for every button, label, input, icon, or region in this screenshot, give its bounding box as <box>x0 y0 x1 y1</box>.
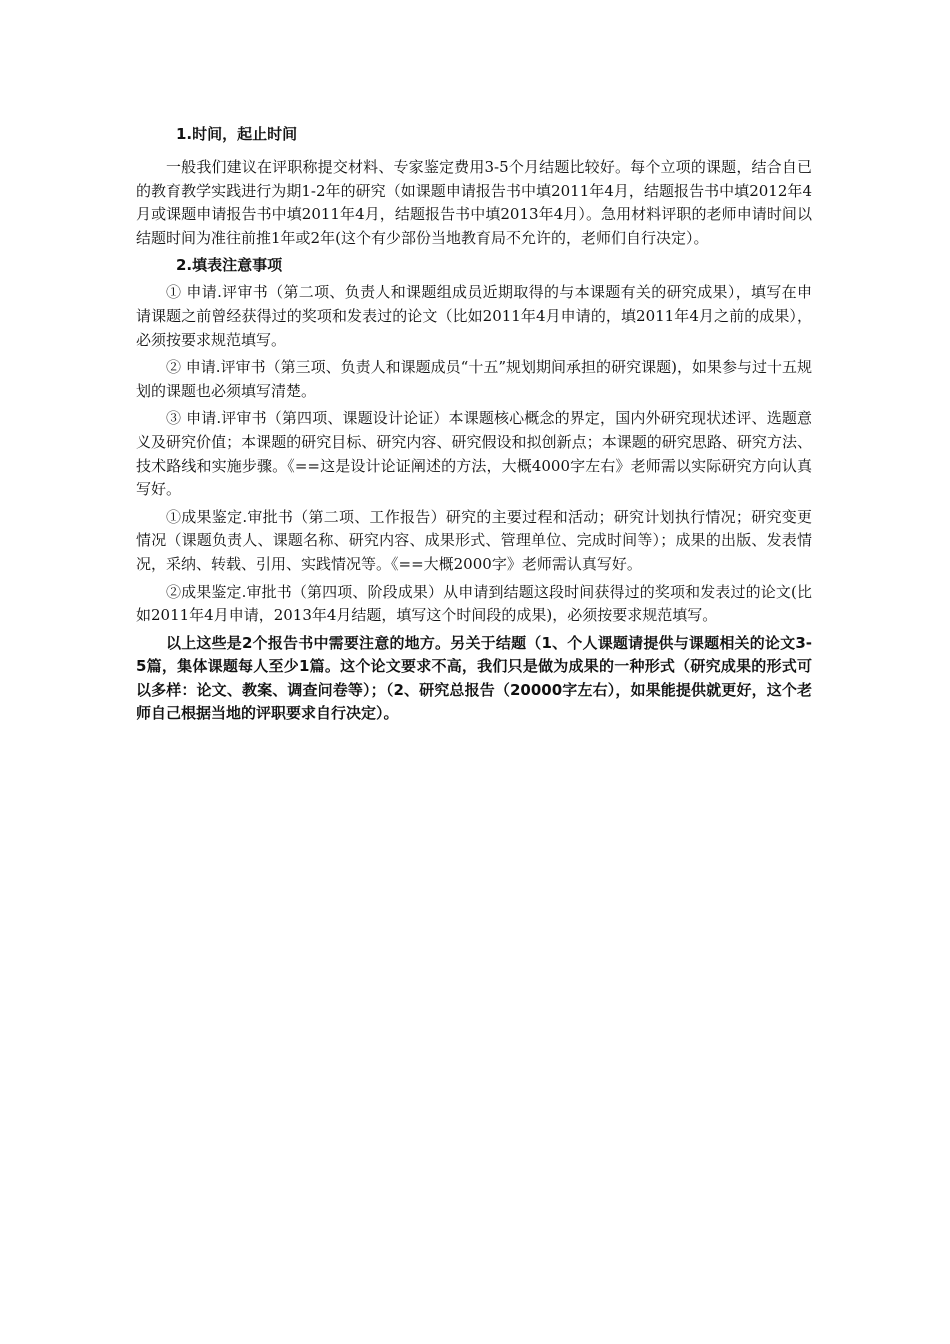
summary-paragraph: 以上这些是2个报告书中需要注意的地方。另关于结题（1、个人课题请提供与课题相关的论文3-5篇，集体课题每人至少1篇。这个论文要求不高，我们只是做为成果的一种形式（研究成果的形式可以多样：论文、教案、调查问卷等）；（2、研究总报告（20000字左右），如果能提供就更好，这个老师自己根据当地的评职要求自行决定）。 <box>136 633 812 723</box>
section-heading-notes: 2.填表注意事项 <box>176 256 283 275</box>
note-item-5: ②成果鉴定.审批书（第四项、阶段成果）从申请到结题这段时间获得过的奖项和发表过的论文(比如2011年4月申请，2013年4月结题，填写这个时间段的成果)，必须按要求规范填写。 <box>136 582 812 625</box>
section-heading-time: 1.时间，起止时间 <box>176 125 298 143</box>
paragraph-time: 一般我们建议在评职称提交材料、专家鉴定费用3-5个月结题比较好。每个立项的课题，结合自已的教育教学实践进行为期1-2年的研究（如课题申请报告书中填2011年4月，结题报告书中填2012年4月或课题申请报告书中填2011年4月，结题报告书中填2013年4月）。急用材料评职的老师申请时间以结题时间为准往前推1年或2年(这个有少部份当地教育局不允许的，老师们自行决定）。 <box>136 158 812 247</box>
document-page <box>136 122 812 730</box>
note-item-2: ② 申请.评审书（第三项、负责人和课题成员“十五”规划期间承担的研究课题)，如果参与过十五规划的课题也必须填写清楚。 <box>136 358 812 400</box>
note-item-3: ③ 申请.评审书（第四项、课题设计论证）本课题核心概念的界定，国内外研究现状述评、选题意义及研究价值；本课题的研究目标、研究内容、研究假设和拟创新点；本课题的研究思路、研究方法、技术路线和实施步骤。《==这是设计论证阐述的方法，大概4000字左右》老师需以实际研究方向认真写好。 <box>136 409 812 499</box>
note-item-4: ①成果鉴定.审批书（第二项、工作报告）研究的主要过程和活动；研究计划执行情况；研究变更情况（课题负责人、课题名称、研究内容、成果形式、管理单位、完成时间等）；成果的出版、发表情况，采纳、转载、引用、实践情况等。《==大概2000字》老师需认真写好。 <box>136 507 812 573</box>
note-item-1: ① 申请.评审书（第二项、负责人和课题组成员近期取得的与本课题有关的研究成果），填写在申请课题之前曾经获得过的奖项和发表过的论文（比如2011年4月申请的，填2011年4月之前的成果），必须按要求规范填写。 <box>136 283 812 349</box>
